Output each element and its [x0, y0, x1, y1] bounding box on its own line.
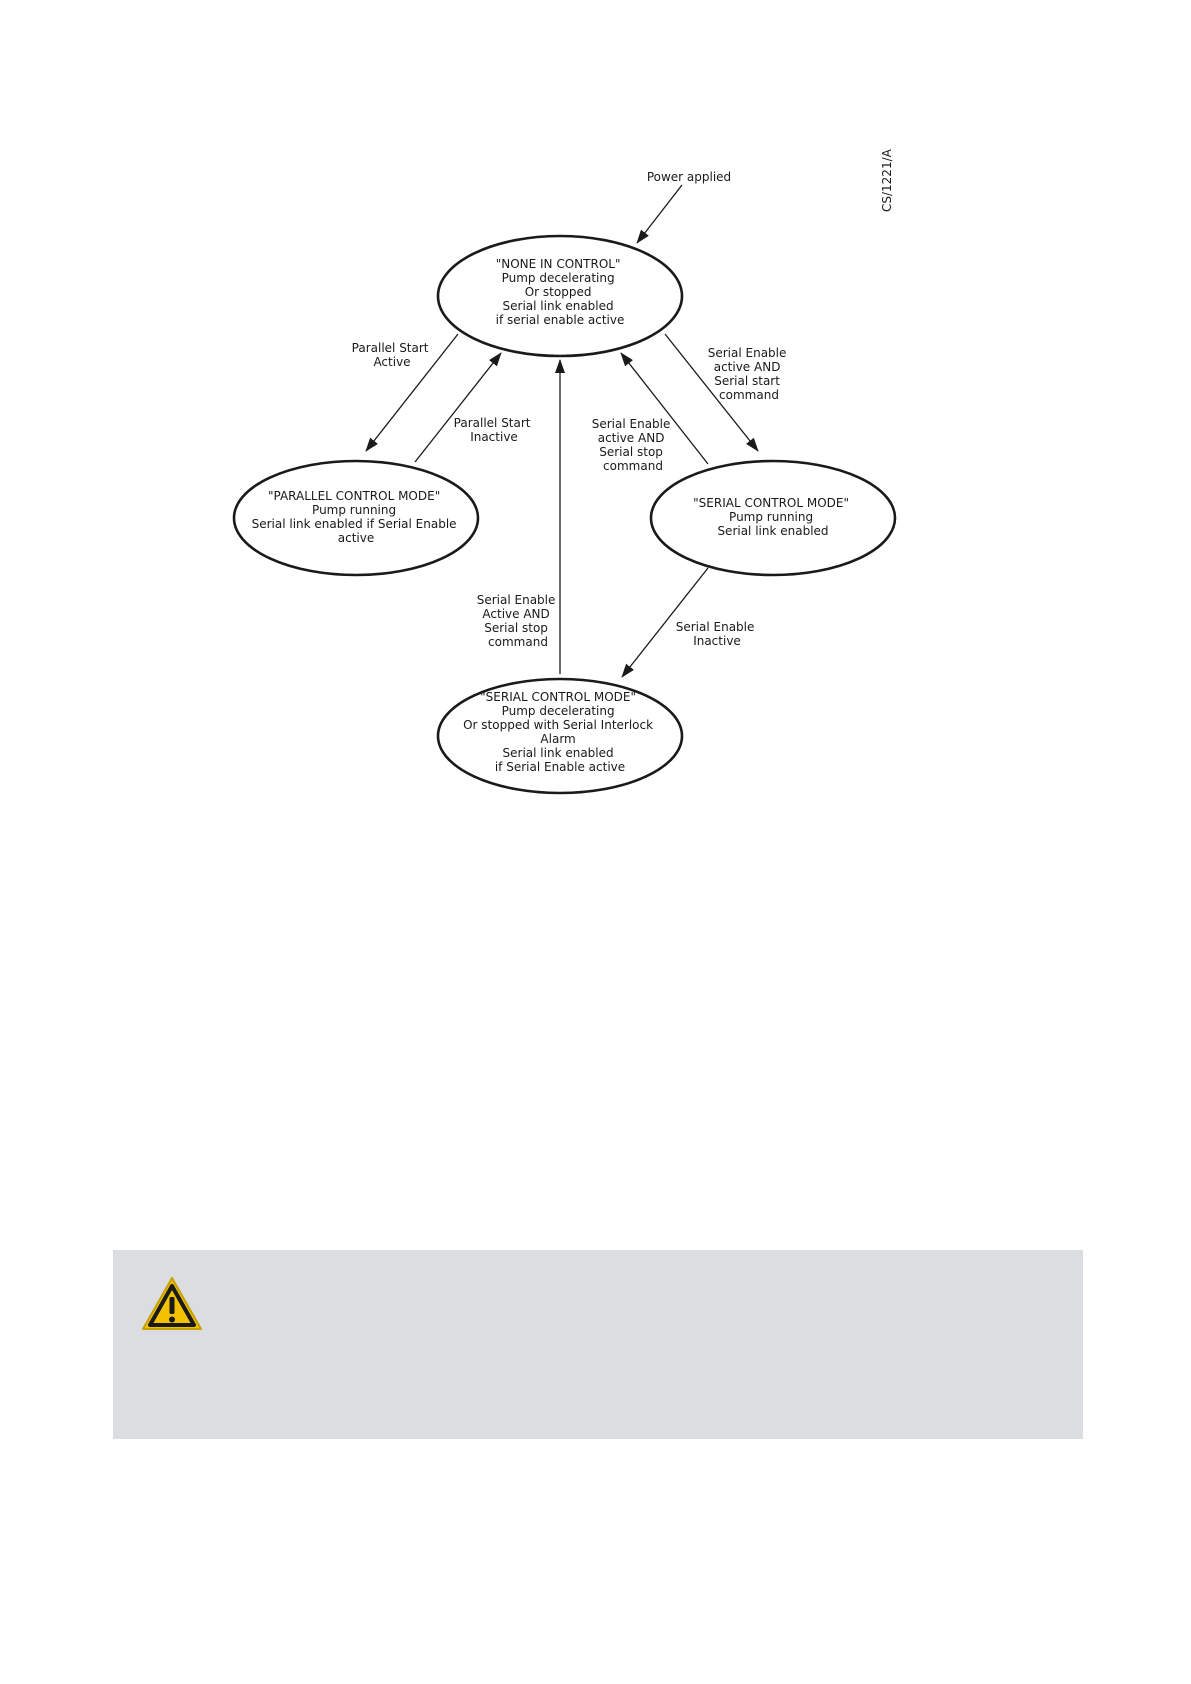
arrow-power-applied [637, 185, 682, 243]
state-line: Or stopped with Serial Interlock [463, 718, 654, 732]
label-line: Serial Enable [675, 620, 755, 634]
label-line: Serial Enable [591, 417, 671, 431]
state-line: active [337, 531, 375, 545]
state-line: Or stopped [524, 285, 592, 299]
label-line: Serial stop [599, 445, 663, 459]
label-line: Serial Enable [476, 593, 556, 607]
state-line: Pump running [312, 503, 397, 517]
label-parallel-start-inactive [454, 416, 535, 444]
warning-panel [113, 1250, 1083, 1439]
drawing-reference: CS/1221/A [880, 149, 894, 212]
label-line: Active [373, 355, 411, 369]
label-line: Serial Enable [707, 346, 787, 360]
state-line: Pump decelerating [501, 271, 615, 285]
arrow-parallel-start-inactive [415, 353, 501, 462]
state-line: if serial enable active [495, 313, 625, 327]
label-line: Serial stop [484, 621, 548, 635]
label-serial-stop-lower [477, 593, 559, 649]
state-line: "SERIAL CONTROL MODE" [480, 690, 637, 704]
label-parallel-start-active [352, 341, 433, 369]
label-line: Serial start [714, 374, 780, 388]
label-line: command [603, 459, 663, 473]
label-line: command [488, 635, 548, 649]
label-line: command [719, 388, 779, 402]
state-line: "PARALLEL CONTROL MODE" [267, 489, 441, 503]
state-line: Pump running [729, 510, 814, 524]
state-line: Alarm [540, 732, 576, 746]
state-line: Pump decelerating [501, 704, 615, 718]
label-serial-stop-upper [592, 417, 674, 473]
label-line: Inactive [470, 430, 518, 444]
state-line: Serial link enabled [717, 524, 829, 538]
state-line: Serial link enabled if Serial Enable [251, 517, 457, 531]
label-line: Parallel Start [453, 416, 531, 430]
state-line: Serial link enabled [502, 299, 614, 313]
label-line: Active AND [482, 607, 550, 621]
state-line: "SERIAL CONTROL MODE" [693, 496, 850, 510]
state-line: Serial link enabled [502, 746, 614, 760]
state-line: if Serial Enable active [494, 760, 626, 774]
label-line: active AND [597, 431, 665, 445]
label-serial-enable-inactive [676, 620, 758, 648]
label-line: active AND [713, 360, 781, 374]
label-serial-start [708, 346, 790, 402]
warning-triangle-icon [140, 1275, 204, 1333]
label-line: Parallel Start [351, 341, 429, 355]
state-line: "NONE IN CONTROL" [495, 257, 621, 271]
power-applied-label: Power applied [646, 170, 732, 184]
label-line: Inactive [693, 634, 741, 648]
